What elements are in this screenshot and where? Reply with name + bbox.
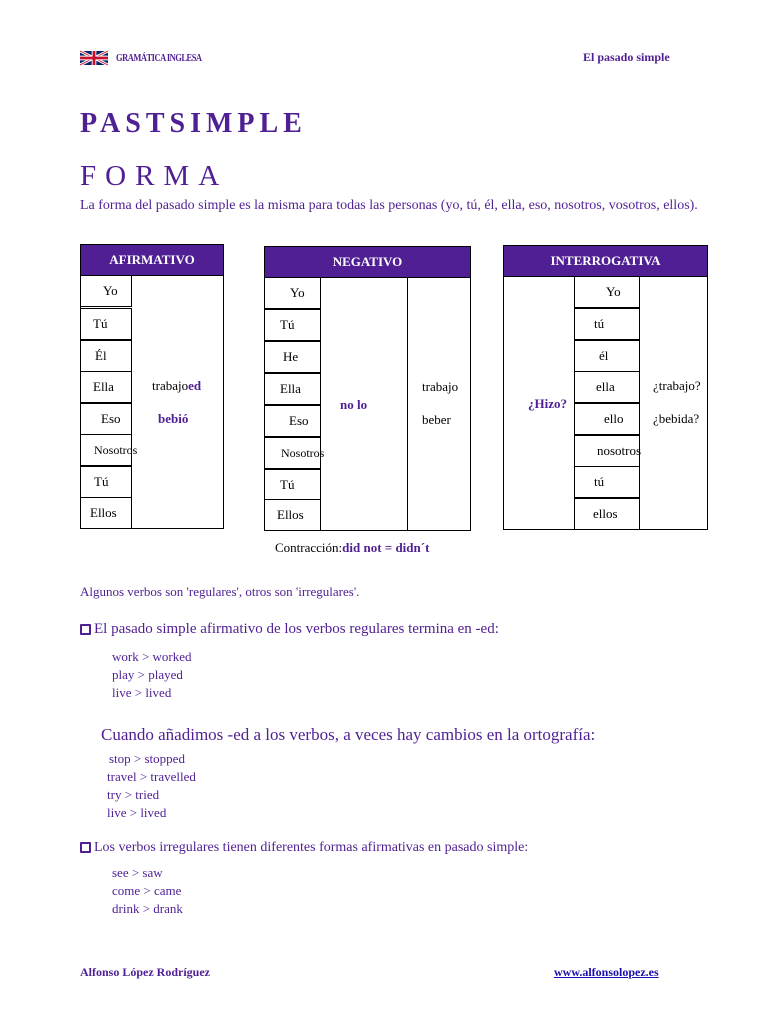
interrogativa-person: ello <box>574 403 640 435</box>
header-left-text: GRAMÁTICA INGLESA <box>116 52 202 64</box>
negativo-aux: no lo <box>340 397 368 412</box>
header-brand <box>80 50 217 66</box>
negativo-person: Tú <box>264 469 321 501</box>
section2-heading: Cuando añadimos -ed a los verbos, a veces hay cambios en la ortografía: <box>101 725 596 744</box>
negativo-person: Eso <box>264 405 321 437</box>
negativo-person: He <box>264 341 321 373</box>
afirmativo-person: Ellos <box>80 497 132 529</box>
list-item: travel > travelled <box>107 769 196 784</box>
list-item: drink > drank <box>112 901 183 916</box>
negativo-person: Tú <box>264 309 321 341</box>
intro-text: La forma del pasado simple es la misma para todas las personas (yo, tú, él, ella, eso, nosotros, vosotros, ellos). <box>80 198 698 213</box>
section3-heading-row <box>80 840 528 856</box>
interrogativa-person: tú <box>574 308 640 340</box>
interrogativa-person: nosotros <box>574 435 640 467</box>
negativo-person: Nosotros <box>264 437 321 469</box>
afirmativo-person: Tú <box>80 308 132 340</box>
afirmativo-person: Nosotros <box>80 434 132 466</box>
interrogativa-header: INTERROGATIVA <box>503 245 708 277</box>
negativo-person: Ellos <box>264 499 321 531</box>
negativo-header: NEGATIVO <box>264 246 471 278</box>
list-item: come > came <box>112 883 182 898</box>
negativo-verb1: trabajo <box>422 379 459 394</box>
page-title: PASTSIMPLE <box>80 108 307 139</box>
interrogativa-person: ellos <box>574 498 640 530</box>
afirmativo-person: Eso <box>80 403 132 435</box>
afirmativo-person: Ella <box>80 371 132 403</box>
list-item: play > played <box>112 667 183 682</box>
regular-note: Algunos verbos son 'regulares', otros son 'irregulares'. <box>80 584 360 599</box>
interrogativa-person: Yo <box>574 276 640 308</box>
list-item: live > lived <box>112 685 172 700</box>
interrogativa-person: tú <box>574 466 640 498</box>
afirmativo-person: Yo <box>80 275 132 307</box>
afirmativo-verb1: trabajoed <box>152 378 202 393</box>
section-title: FORMA <box>80 160 229 192</box>
interrogativa-person: ella <box>574 371 640 403</box>
afirmativo-person: Él <box>80 340 132 372</box>
afirmativo-person: Tú <box>80 466 132 498</box>
interrogativa-aux: ¿Hizo? <box>528 396 567 411</box>
header-right-text: El pasado simple <box>583 50 670 64</box>
uk-flag-icon <box>80 50 108 66</box>
list-item: see > saw <box>112 865 163 880</box>
section1-heading: El pasado simple afirmativo de los verbos regulares termina en -ed: <box>94 621 499 637</box>
afirmativo-header: AFIRMATIVO <box>80 244 224 276</box>
contraction-note: Contracción:did not = didn´t <box>275 540 430 555</box>
list-item: work > worked <box>112 649 192 664</box>
footer-website-link[interactable]: www.alfonsolopez.es <box>554 965 659 979</box>
interrogativa-person: él <box>574 340 640 372</box>
interrogativa-verb2: ¿bebida? <box>653 411 700 426</box>
negativo-verb2: beber <box>422 412 451 427</box>
list-item: stop > stopped <box>109 751 185 766</box>
list-item: try > tried <box>107 787 160 802</box>
interrogativa-verb1: ¿trabajo? <box>653 378 701 393</box>
footer-author: Alfonso López Rodríguez <box>80 965 210 979</box>
negativo-divider <box>407 277 408 531</box>
checkbox-icon <box>80 624 91 635</box>
afirmativo-verb2: bebió <box>158 411 189 426</box>
negativo-person: Ella <box>264 373 321 405</box>
checkbox-icon <box>80 842 91 853</box>
list-item: live > lived <box>107 805 167 820</box>
section3-heading: Los verbos irregulares tienen diferentes formas afirmativas en pasado simple: <box>94 840 529 855</box>
section1-heading-row <box>80 621 499 638</box>
negativo-person: Yo <box>264 277 321 309</box>
